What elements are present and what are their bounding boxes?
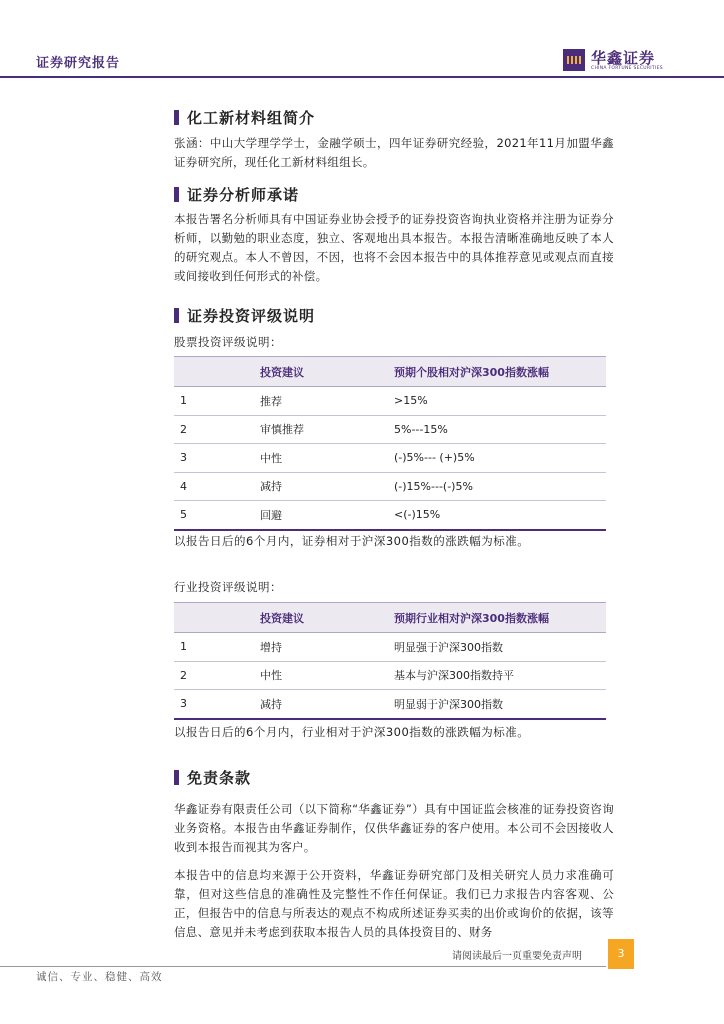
table-header-cell: 预期个股相对沪深300指数涨幅 — [394, 357, 606, 387]
table-cell: (-)15%---(-)5% — [394, 472, 606, 501]
logo-mark-icon — [563, 49, 585, 71]
table-header-cell: 投资建议 — [260, 603, 394, 633]
section-heading-team — [174, 107, 315, 128]
table-cell: 回避 — [260, 501, 394, 530]
table-cell: 5%---15% — [394, 415, 606, 444]
company-logo — [563, 47, 663, 75]
table-cell: 减持 — [260, 472, 394, 501]
industry-rating-note: 以报告日后的6个月内，行业相对于沪深300指数的涨跌幅为标准。 — [174, 725, 530, 739]
logo-english-name: CHINA FORTUNE SECURITIES — [591, 66, 663, 71]
table-row — [174, 387, 606, 416]
table-header-cell: 预期行业相对沪深300指数涨幅 — [394, 603, 606, 633]
section-title: 证券投资评级说明 — [187, 307, 316, 325]
table-cell: 增持 — [260, 633, 394, 662]
section-title: 化工新材料组简介 — [187, 109, 316, 127]
page-number: 3 — [608, 939, 634, 969]
logo-name: 华鑫证券 — [591, 49, 656, 67]
table-header-row — [174, 603, 606, 633]
table-header-cell — [174, 603, 260, 633]
table-cell: 推荐 — [260, 387, 394, 416]
table-row — [174, 444, 606, 473]
table-cell: (-)5%--- (+)5% — [394, 444, 606, 473]
section-heading-rating — [174, 305, 315, 326]
section-heading-disclaimer — [174, 767, 251, 788]
table-cell: 中性 — [260, 661, 394, 690]
heading-bar-icon — [174, 770, 179, 785]
table-cell: 减持 — [260, 690, 394, 719]
table-row — [174, 501, 606, 530]
section-title: 证券分析师承诺 — [187, 186, 300, 204]
stock-rating-table — [174, 356, 606, 531]
table-row — [174, 415, 606, 444]
table-cell: 3 — [174, 690, 260, 719]
heading-bar-icon — [174, 308, 179, 323]
stock-rating-note: 以报告日后的6个月内，证券相对于沪深300指数的涨跌幅为标准。 — [174, 534, 530, 548]
table-header-cell — [174, 357, 260, 387]
table-row — [174, 472, 606, 501]
table-cell: 3 — [174, 444, 260, 473]
table-row — [174, 690, 606, 719]
table-cell: <(-)15% — [394, 501, 606, 530]
table-cell: 1 — [174, 633, 260, 662]
heading-bar-icon — [174, 110, 179, 125]
commitment-text: 本报告署名分析师具有中国证券业协会授予的证券投资咨询执业资格并注册为证券分析师，以勤勉的职业态度，独立、客观地出具本报告。本报告清晰准确地反映了本人的研究观点。本人不曾因，不因，也将不会因本报告中的具体推荐意见或观点而直接或间接收到任何形式的补偿。 — [174, 212, 614, 283]
footer-slogan: 诚信、专业、稳健、高效 — [36, 971, 163, 983]
industry-rating-label: 行业投资评级说明： — [174, 580, 282, 594]
industry-rating-table — [174, 602, 606, 720]
disclaimer-paragraph-1: 华鑫证券有限责任公司（以下简称“华鑫证券”）具有中国证监会核准的证券投资咨询业务资格。本报告由华鑫证券制作，仅供华鑫证券的客户使用。本公司不会因接收人收到本报告而视其为客户。 — [174, 802, 614, 854]
table-cell: 1 — [174, 387, 260, 416]
stock-rating-label: 股票投资评级说明： — [174, 335, 282, 349]
table-cell: 2 — [174, 415, 260, 444]
header-divider — [0, 76, 724, 78]
section-title: 免责条款 — [187, 769, 252, 787]
section-heading-commitment — [174, 184, 299, 205]
table-cell: 2 — [174, 661, 260, 690]
table-cell: 明显强于沪深300指数 — [394, 633, 606, 662]
table-row — [174, 661, 606, 690]
footer-disclaimer-note: 请阅读最后一页重要免责声明 — [452, 951, 582, 962]
table-cell: 5 — [174, 501, 260, 530]
table-cell: 中性 — [260, 444, 394, 473]
footer-divider — [0, 966, 606, 967]
table-cell: >15% — [394, 387, 606, 416]
heading-bar-icon — [174, 187, 179, 202]
table-row — [174, 633, 606, 662]
table-header-cell: 投资建议 — [260, 357, 394, 387]
report-type-title: 证券研究报告 — [36, 56, 121, 71]
disclaimer-paragraph-2: 本报告中的信息均来源于公开资料，华鑫证券研究部门及相关研究人员力求准确可靠，但对这些信息的准确性及完整性不作任何保证。我们已力求报告内容客观、公正，但报告中的信息与所表达的观点不构成所述证券买卖的出价或询价的依据，该等信息、意见并未考虑到获取本报告人员的具体投资目的、财务 — [174, 868, 614, 939]
table-header-row — [174, 357, 606, 387]
table-cell: 4 — [174, 472, 260, 501]
table-cell: 明显弱于沪深300指数 — [394, 690, 606, 719]
table-cell: 审慎推荐 — [260, 415, 394, 444]
team-intro-text: 张涵：中山大学理学学士，金融学硕士，四年证券研究经验，2021年11月加盟华鑫证券研究所，现任化工新材料组组长。 — [174, 136, 614, 169]
table-cell: 基本与沪深300指数持平 — [394, 661, 606, 690]
